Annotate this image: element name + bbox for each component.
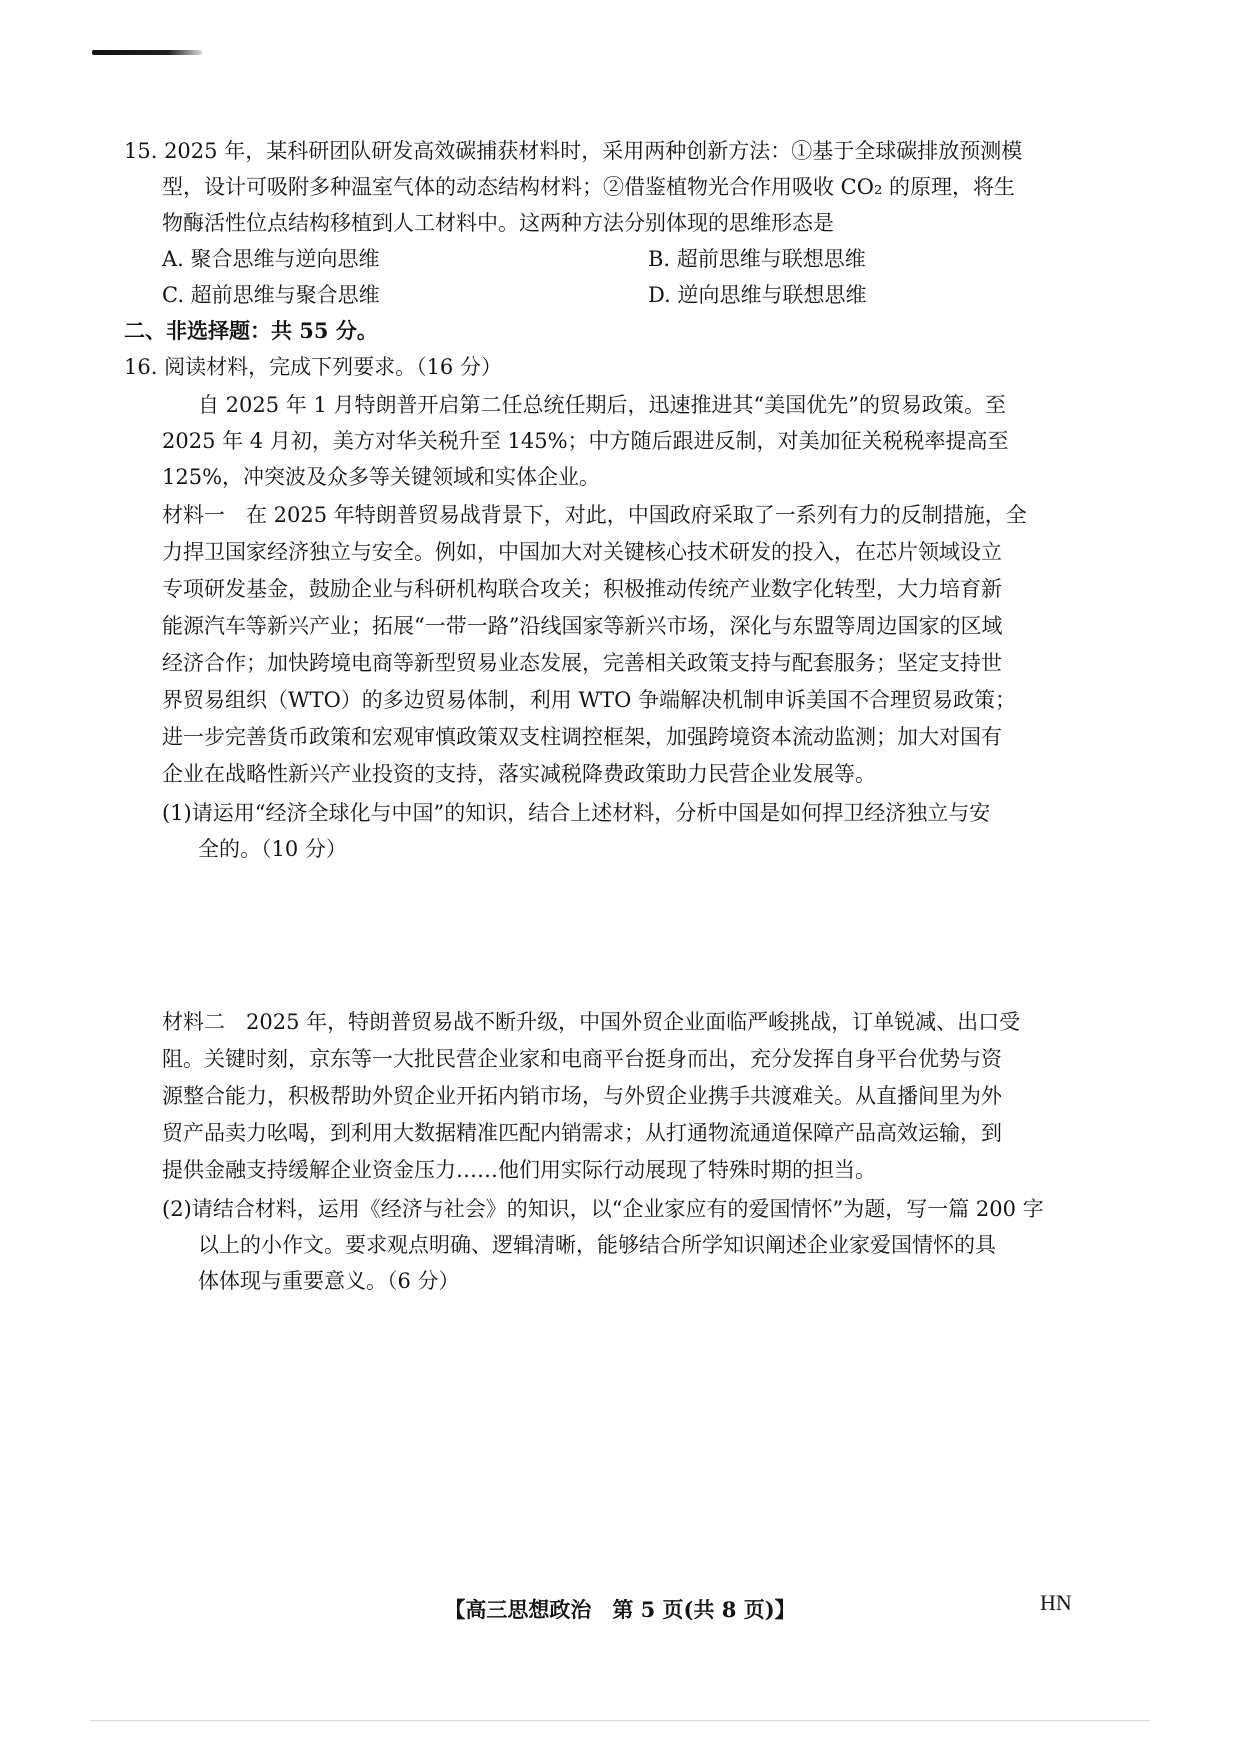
page-footer: 【高三思想政治 第 5 页(共 8 页)】: [444, 1597, 796, 1622]
section-2-heading: 二、非选择题：共 55 分。: [124, 318, 378, 343]
material-1-line: 力捍卫国家经济独立与安全。例如，中国加大对关键核心技术研发的投入，在芯片领域设立: [162, 540, 1002, 564]
region-code: HN: [1040, 1590, 1072, 1615]
q16-intro-line: 自 2025 年 1 月特朗普开启第二任总统任期后，迅速推进其“美国优先”的贸易政策。至: [198, 393, 1006, 417]
material-1-line: 界贸易组织（WTO）的多边贸易体制，利用 WTO 争端解决机制申诉美国不合理贸易政策；: [162, 688, 1016, 712]
q16-title: 16. 阅读材料，完成下列要求。（16 分）: [124, 355, 502, 379]
q15-option-d: D. 逆向思维与联想思维: [648, 283, 867, 307]
q15-option-b: B. 超前思维与联想思维: [648, 247, 866, 271]
material-1-line: 经济合作；加快跨境电商等新型贸易业态发展，完善相关政策支持与配套服务；坚定支持世: [162, 651, 1002, 675]
material-2-line: 贸产品卖力吆喝，到利用大数据精准匹配内销需求；从打通物流通道保障产品高效运输，到: [162, 1121, 1002, 1145]
material-1-line: 进一步完善货币政策和宏观审慎政策双支柱调控框架，加强跨境资本流动监测；加大对国有: [162, 725, 1002, 749]
q15-option-a: A. 聚合思维与逆向思维: [162, 247, 380, 271]
top-corner-mark: [92, 50, 202, 55]
sub-question-2-line: 以上的小作文。要求观点明确、逻辑清晰，能够结合所学知识阐述企业家爱国情怀的具: [198, 1233, 996, 1257]
material-1-line: 专项研发基金，鼓励企业与科研机构联合攻关；积极推动传统产业数字化转型，大力培育新: [162, 577, 1002, 601]
material-2-line: 阻。关键时刻，京东等一大批民营企业家和电商平台挺身而出，充分发挥自身平台优势与资: [162, 1047, 1002, 1071]
material-2-line: 材料二 2025 年，特朗普贸易战不断升级，中国外贸企业面临严峻挑战，订单锐减、出口受: [162, 1010, 1021, 1034]
q16-intro-line: 2025 年 4 月初，美方对华关税升至 145%；中方随后跟进反制，对美加征关税税率提高至: [162, 429, 1009, 453]
sub-question-1-line: 全的。（10 分）: [198, 837, 347, 861]
sub-question-2-line: (2)请结合材料，运用《经济与社会》的知识，以“企业家应有的爱国情怀”为题，写一篇 200 字: [162, 1197, 1044, 1221]
q15-stem-line-3: 物酶活性位点结构移植到人工材料中。这两种方法分别体现的思维形态是: [162, 211, 834, 235]
q15-stem-line-1: 15. 2025 年，某科研团队研发高效碳捕获材料时，采用两种创新方法：①基于全球碳排放预测模: [124, 139, 1023, 163]
material-1-line: 企业在战略性新兴产业投资的支持，落实减税降费政策助力民营企业发展等。: [162, 762, 876, 786]
q16-intro-line: 125%，冲突波及众多等关键领域和实体企业。: [162, 465, 601, 489]
sub-question-1-line: (1)请运用“经济全球化与中国”的知识，结合上述材料，分析中国是如何捍卫经济独立与安: [162, 801, 991, 825]
material-1-line: 材料一 在 2025 年特朗普贸易战背景下，对此，中国政府采取了一系列有力的反制措施，全: [162, 503, 1027, 527]
q15-stem-line-2: 型，设计可吸附多种温室气体的动态结构材料；②借鉴植物光合作用吸收 CO₂ 的原理，将生: [162, 175, 1016, 199]
material-2-line: 源整合能力，积极帮助外贸企业开拓内销市场，与外贸企业携手共渡难关。从直播间里为外: [162, 1084, 1002, 1108]
bottom-divider: [90, 1720, 1150, 1721]
material-2-line: 提供金融支持缓解企业资金压力……他们用实际行动展现了特殊时期的担当。: [162, 1158, 876, 1182]
material-1-line: 能源汽车等新兴产业；拓展“一带一路”沿线国家等新兴市场，深化与东盟等周边国家的区域: [162, 614, 1003, 638]
q15-option-c: C. 超前思维与聚合思维: [162, 283, 380, 307]
sub-question-2-line: 体体现与重要意义。（6 分）: [198, 1269, 460, 1293]
